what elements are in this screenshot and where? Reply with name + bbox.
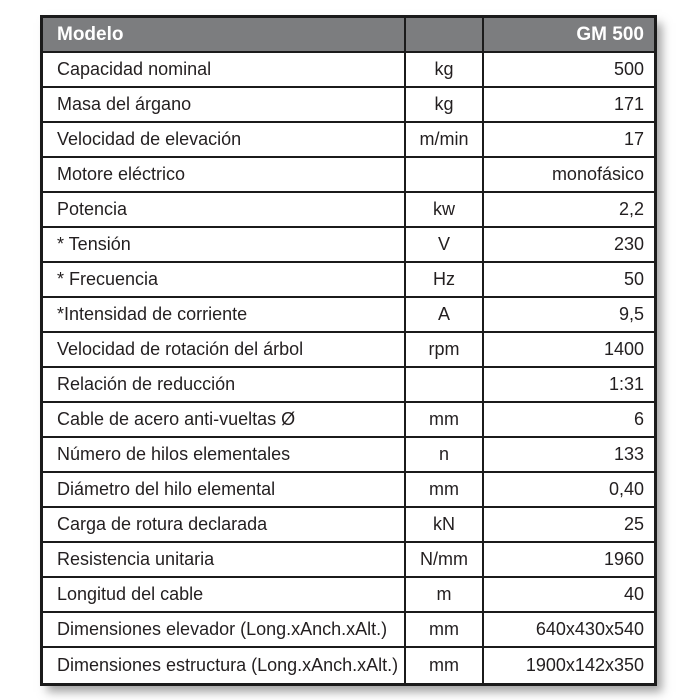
row-unit: mm bbox=[406, 613, 484, 646]
table-row bbox=[43, 543, 654, 578]
row-unit bbox=[406, 368, 484, 401]
table-row bbox=[43, 368, 654, 403]
row-unit: rpm bbox=[406, 333, 484, 366]
table-row bbox=[43, 473, 654, 508]
row-label: Relación de reducción bbox=[43, 368, 406, 401]
row-value: 2,2 bbox=[618, 199, 644, 219]
row-unit: mm bbox=[406, 648, 484, 683]
row-value: monofásico bbox=[551, 164, 644, 184]
row-unit: n bbox=[406, 438, 484, 471]
row-label: Dimensiones estructura (Long.xAnch.xAlt.) bbox=[43, 648, 406, 683]
row-value: 1:31 bbox=[608, 374, 644, 394]
row-label: Resistencia unitaria bbox=[43, 543, 406, 576]
table-row bbox=[43, 648, 654, 683]
table-row bbox=[43, 53, 654, 88]
row-unit: A bbox=[406, 298, 484, 331]
row-value: 50 bbox=[623, 269, 644, 289]
row-unit: Hz bbox=[406, 263, 484, 296]
row-unit: mm bbox=[406, 473, 484, 506]
row-label: Cable de acero anti-vueltas Ø bbox=[43, 403, 406, 436]
table-header-row bbox=[43, 18, 654, 53]
row-label: Velocidad de rotación del árbol bbox=[43, 333, 406, 366]
row-label: *Intensidad de corriente bbox=[43, 298, 406, 331]
row-value: 25 bbox=[623, 514, 644, 534]
row-unit bbox=[406, 158, 484, 191]
row-value: 9,5 bbox=[618, 304, 644, 324]
row-label: Motore eléctrico bbox=[43, 158, 406, 191]
header-unit-cell bbox=[406, 18, 484, 51]
row-unit: mm bbox=[406, 403, 484, 436]
row-unit: kg bbox=[406, 53, 484, 86]
spec-table bbox=[40, 15, 657, 686]
row-value: 1960 bbox=[603, 549, 644, 569]
row-value: 640x430x540 bbox=[535, 619, 644, 639]
table-row bbox=[43, 123, 654, 158]
table-body bbox=[43, 53, 654, 683]
row-unit: N/mm bbox=[406, 543, 484, 576]
row-value: 40 bbox=[623, 584, 644, 604]
row-label: Número de hilos elementales bbox=[43, 438, 406, 471]
row-unit: V bbox=[406, 228, 484, 261]
row-unit: kg bbox=[406, 88, 484, 121]
row-label: Diámetro del hilo elemental bbox=[43, 473, 406, 506]
row-label: * Tensión bbox=[43, 228, 406, 261]
table-row bbox=[43, 333, 654, 368]
table-row bbox=[43, 158, 654, 193]
table-row bbox=[43, 578, 654, 613]
table-row bbox=[43, 263, 654, 298]
row-value: 133 bbox=[613, 444, 644, 464]
row-value: 0,40 bbox=[608, 479, 644, 499]
row-label: * Frecuencia bbox=[43, 263, 406, 296]
row-label: Velocidad de elevación bbox=[43, 123, 406, 156]
row-value: 1400 bbox=[603, 339, 644, 359]
row-unit: m bbox=[406, 578, 484, 611]
table-row bbox=[43, 228, 654, 263]
table-row bbox=[43, 298, 654, 333]
table-row bbox=[43, 193, 654, 228]
row-value: 6 bbox=[633, 409, 644, 429]
row-value: 230 bbox=[613, 234, 644, 254]
header-model-label: Modelo bbox=[43, 18, 406, 51]
row-unit: m/min bbox=[406, 123, 484, 156]
row-value: 171 bbox=[613, 94, 644, 114]
row-label: Carga de rotura declarada bbox=[43, 508, 406, 541]
row-label: Dimensiones elevador (Long.xAnch.xAlt.) bbox=[43, 613, 406, 646]
row-unit: kN bbox=[406, 508, 484, 541]
row-label: Capacidad nominal bbox=[43, 53, 406, 86]
row-label: Masa del árgano bbox=[43, 88, 406, 121]
table-row bbox=[43, 403, 654, 438]
table-row bbox=[43, 438, 654, 473]
table-row bbox=[43, 613, 654, 648]
header-model-value: GM 500 bbox=[576, 23, 644, 45]
table-row bbox=[43, 88, 654, 123]
row-value: 17 bbox=[623, 129, 644, 149]
row-value: 1900x142x350 bbox=[525, 655, 644, 675]
row-value: 500 bbox=[613, 59, 644, 79]
row-unit: kw bbox=[406, 193, 484, 226]
row-label: Potencia bbox=[43, 193, 406, 226]
row-label: Longitud del cable bbox=[43, 578, 406, 611]
table-row bbox=[43, 508, 654, 543]
